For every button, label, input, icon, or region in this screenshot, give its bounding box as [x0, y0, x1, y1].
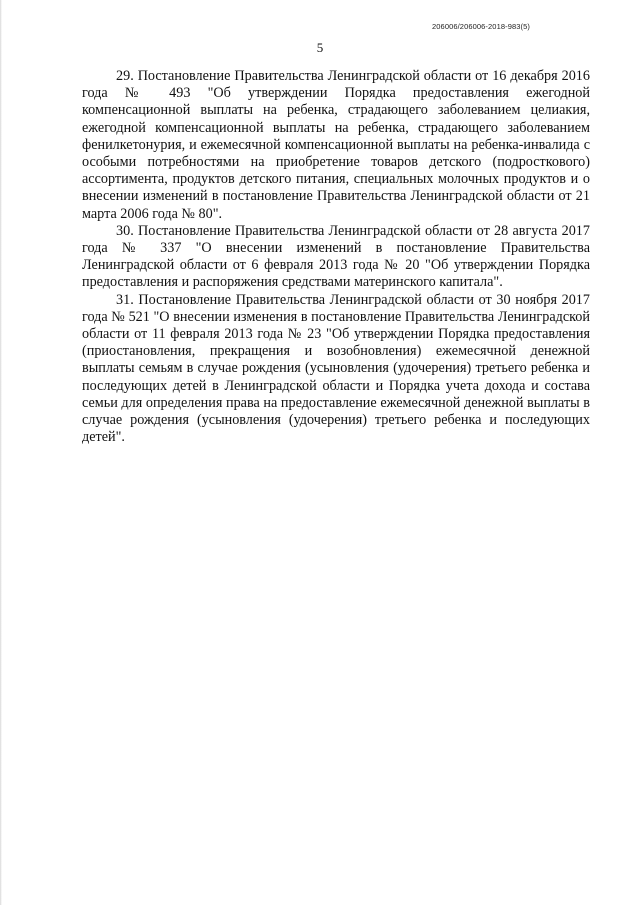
- paragraph-31: 31. Постановление Правительства Ленинградской области от 30 ноября 2017 года № 521 "О внесении изменения в постановление Правительства Ленинградской области от 11 февраля 2013 года № 23 "Об утверждении Порядка предоставления (приостановления, прекращения и возобновления) ежемесячной денежной выплаты семьям в случае рождения (усыновления (удочерения) третьего ребенка и последующих детей в Ленинградской области и Порядка учета дохода и состава семьи для определения права на предоставление ежемесячной денежной выплаты в случае рождения (усыновления (удочерения) третьего ребенка и последующих детей".: [82, 291, 590, 446]
- document-body: [82, 68, 590, 446]
- page-number: 5: [316, 40, 324, 55]
- document-code: 206006/206006-2018-983(5): [432, 22, 530, 31]
- scan-edge: [0, 0, 2, 905]
- paragraph-30: 30. Постановление Правительства Ленинградской области от 28 августа 2017 года № 337 "О внесении изменений в постановление Правительства Ленинградской области от 6 февраля 2013 года № 20 "Об утверждении Порядка предоставления и распоряжения средствами материнского капитала".: [82, 222, 590, 291]
- paragraph-29: 29. Постановление Правительства Ленинградской области от 16 декабря 2016 года № 493 "Об утверждении Порядка предоставления ежегодной компенсационной выплаты на ребенка, страдающего заболеванием целиакия, ежегодной компенсационной выплаты на ребенка, страдающего заболеванием фенилкетонурия, и ежемесячной компенсационной выплаты на ребенка-инвалида с особыми потребностями на приобретение товаров детского (подросткового) ассортимента, продуктов детского питания, специальных молочных продуктов и о внесении изменений в постановление Правительства Ленинградской области от 21 марта 2006 года № 80".: [82, 68, 590, 222]
